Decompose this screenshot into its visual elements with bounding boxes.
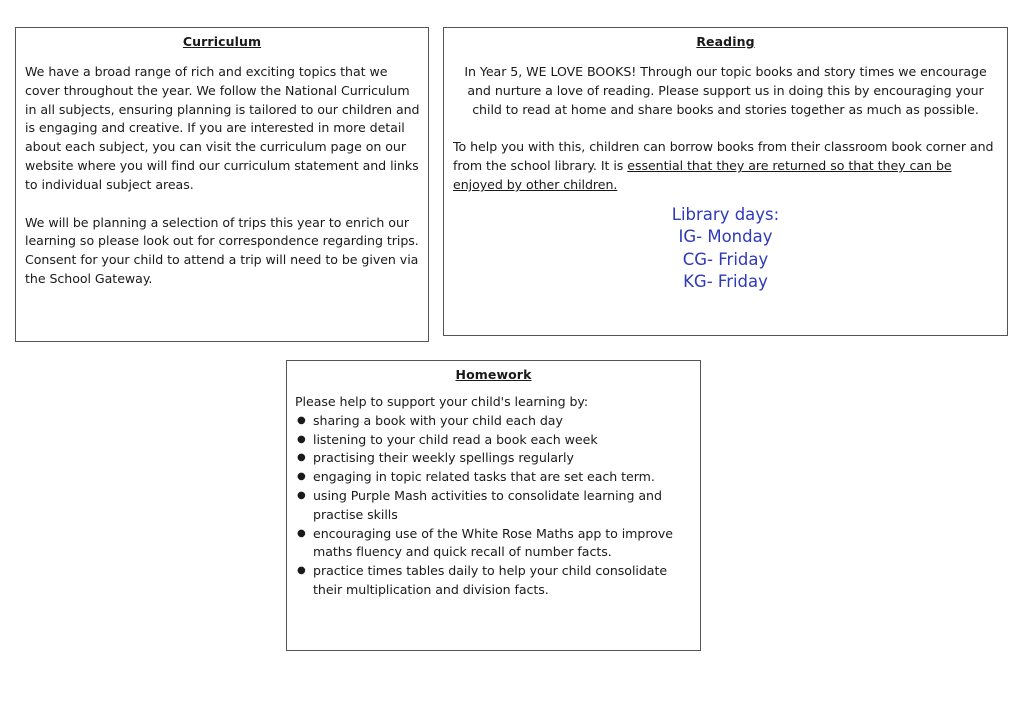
homework-item-text: sharing a book with your child each day — [313, 412, 563, 428]
reading-paragraph-1: In Year 5, WE LOVE BOOKS! Through our topic books and story times we encourage and nurture a love of reading. Please support us in doing this by encouraging your child to read at home and share books and stories together as much as possible. — [464, 64, 987, 117]
reading-panel — [443, 27, 1008, 336]
reading-essential-note: essential that they are returned so that they can be enjoyed by other children. — [453, 158, 952, 192]
list-item — [295, 431, 692, 450]
curriculum-panel — [15, 27, 429, 342]
reading-paragraph-2-text: To help you with this, children can borrow books from their classroom book corner and from the school library. It is — [453, 139, 994, 174]
homework-item-text: listening to your child read a book each week — [313, 431, 598, 447]
list-item — [295, 449, 692, 468]
homework-item-text: engaging in topic related tasks that are set each term. — [313, 469, 655, 485]
list-item — [295, 412, 692, 431]
library-day-cg: CG- Friday — [682, 249, 769, 269]
curriculum-paragraph-2: We will be planning a selection of trips this year to enrich our learning so please look out for correspondence regarding trips. Consent for your child to attend a trip will need to be given via the School Gateway. — [25, 214, 419, 286]
homework-intro: Please help to support your child's learning by: — [295, 394, 589, 409]
reading-title: Reading — [696, 34, 755, 49]
homework-panel — [286, 360, 701, 651]
bullet-icon: ● — [297, 489, 306, 501]
library-day-ig: IG- Monday — [678, 227, 773, 247]
homework-item-text: using Purple Mash activities to consolidate learning and practise skills — [313, 487, 662, 522]
bullet-icon: ● — [297, 452, 306, 464]
curriculum-paragraph-1: We have a broad range of rich and exciting topics that we cover throughout the year. We follow the National Curriculum in all subjects, ensuring planning is tailored to our children and is engaging and creative. If you are interested in more detail about each subject, you can visit the curriculum page on our website where you will find our curriculum statement and links to individual subject areas. — [25, 64, 420, 192]
list-item — [295, 525, 692, 563]
homework-list — [287, 412, 700, 600]
bullet-icon: ● — [297, 433, 306, 445]
library-days-heading: Library days: — [671, 204, 780, 224]
list-item — [295, 562, 692, 600]
curriculum-title: Curriculum — [182, 34, 262, 49]
bullet-icon: ● — [297, 565, 306, 577]
library-days — [444, 204, 1007, 294]
bullet-icon: ● — [297, 414, 306, 426]
library-day-kg: KG- Friday — [683, 272, 768, 292]
homework-item-text: encouraging use of the White Rose Maths app to improve maths fluency and quick recall of number facts. — [313, 525, 673, 560]
bullet-icon: ● — [297, 527, 306, 539]
homework-title: Homework — [455, 367, 532, 382]
homework-item-text: practice times tables daily to help your child consolidate their multiplication and division facts. — [313, 563, 668, 597]
bullet-icon: ● — [297, 471, 306, 483]
homework-item-text: practising their weekly spellings regularly — [313, 450, 574, 466]
list-item — [295, 487, 692, 525]
list-item — [295, 468, 692, 487]
reading-paragraph-2 — [444, 138, 1007, 194]
